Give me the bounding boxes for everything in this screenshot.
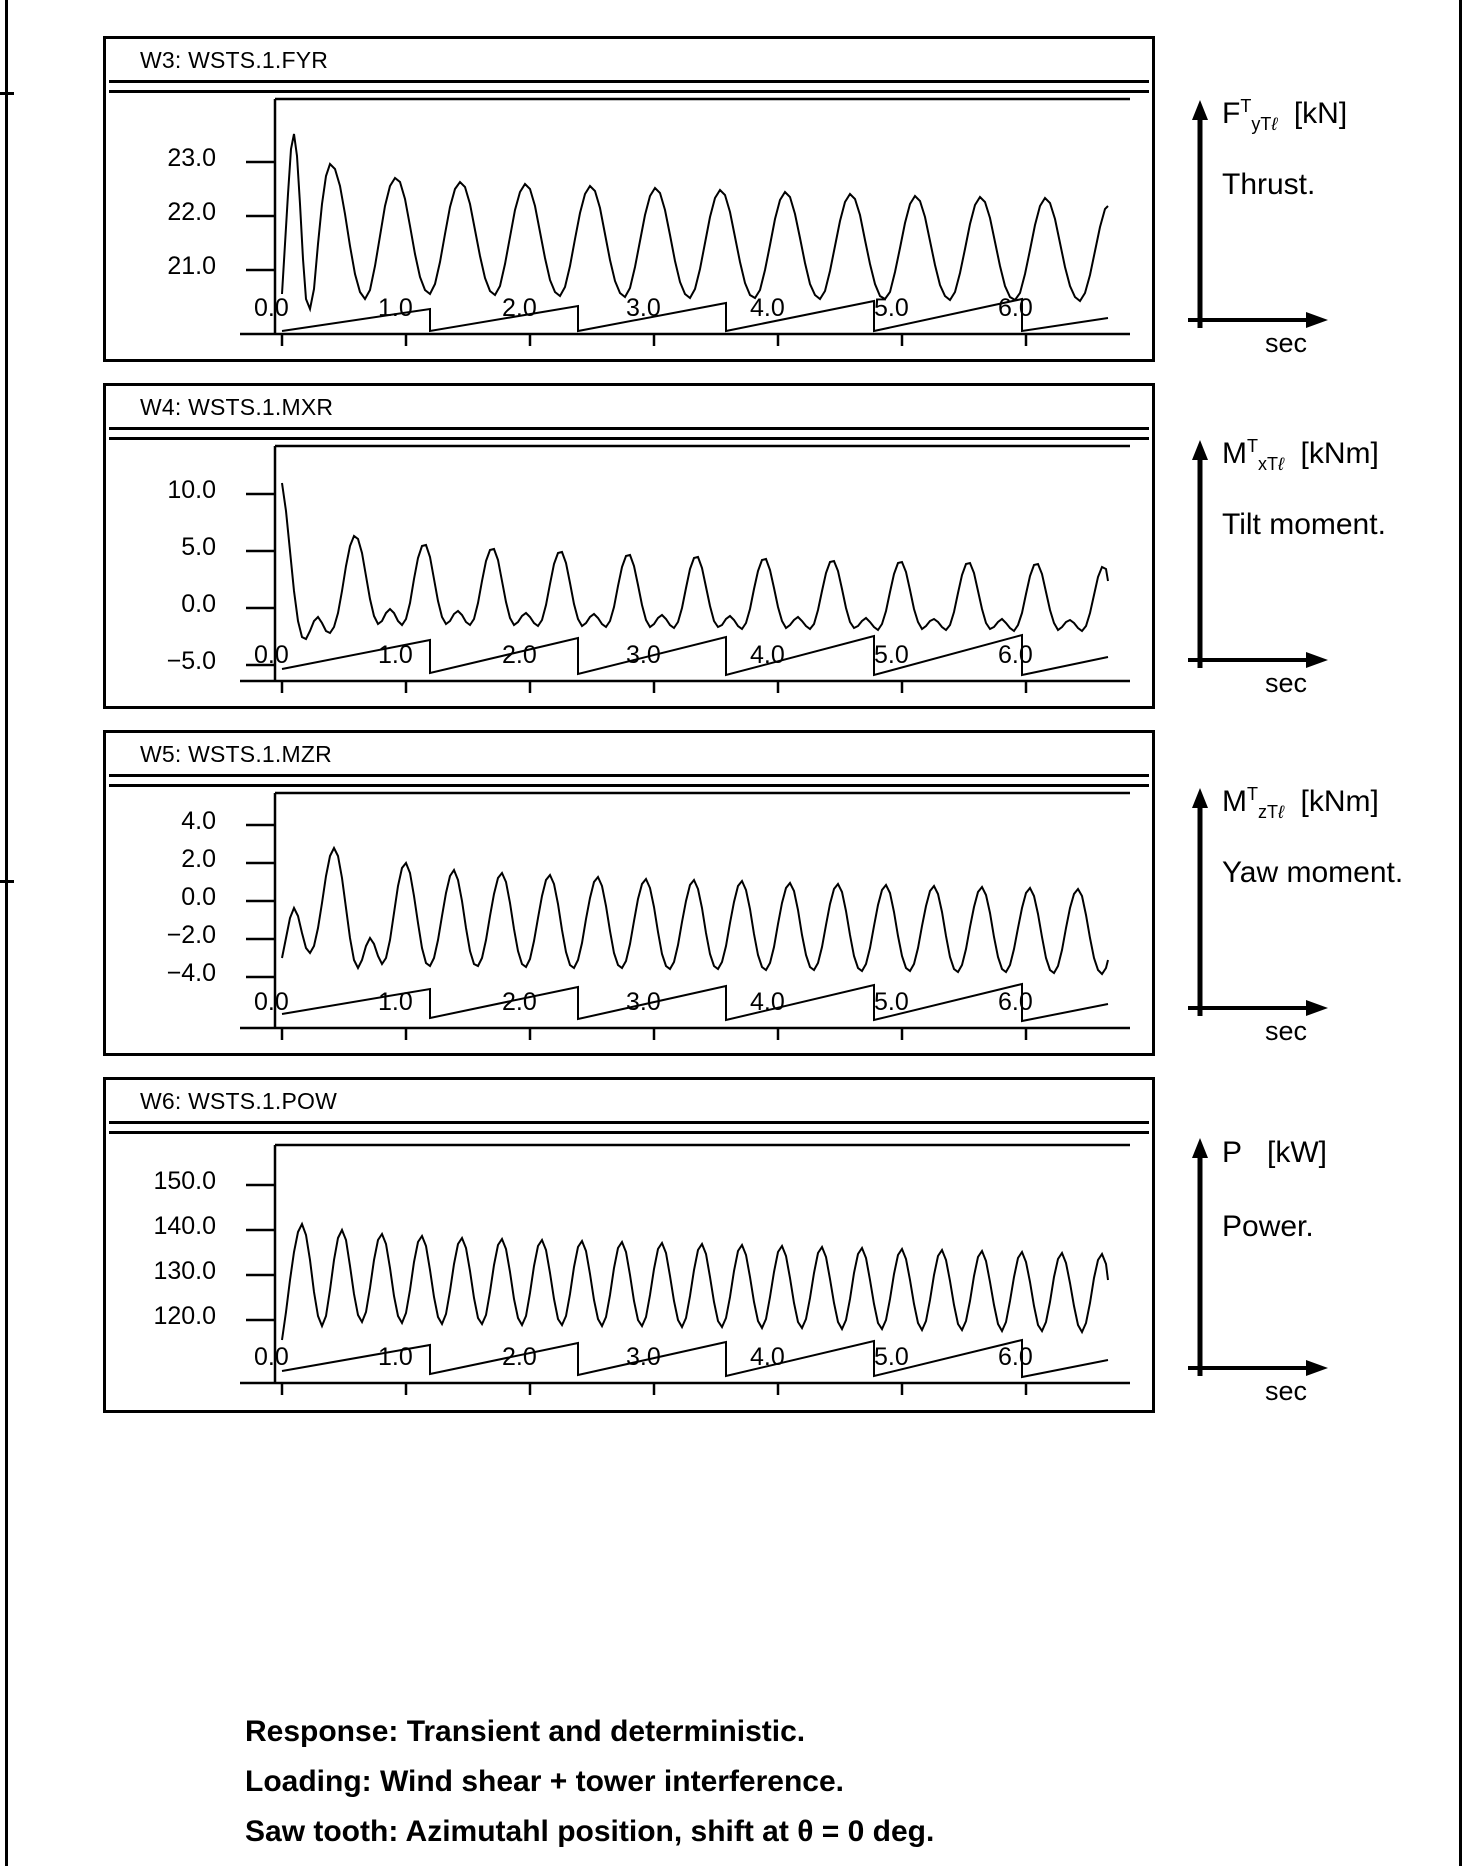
panel-w4-xtick-6: 6.0 <box>998 641 1033 669</box>
panel-w4-description: Tilt moment. <box>1222 508 1386 541</box>
panel-w4-unit-label: $M^T_{xT\ell}$ [kNm] <box>1222 436 1379 474</box>
panel-w4-title: W4: WSTS.1.MXR <box>140 394 334 420</box>
panel-w4-xaxis-unit: sec <box>1265 668 1308 698</box>
panel-w6-ytick-0: 120.0 <box>153 1302 216 1330</box>
panel-w3-unit-label: $F^T_{yT\ell}$ [kN] <box>1222 96 1348 134</box>
panel-w3-xtick-2: 2.0 <box>502 294 537 322</box>
panel-w3-xaxis-unit: sec <box>1265 328 1308 358</box>
panel-w5-divider <box>109 774 1149 777</box>
panel-w3-xtick-3: 3.0 <box>626 294 661 322</box>
panel-w6-xaxis-unit: sec <box>1265 1376 1308 1406</box>
panel-w6-divider-2 <box>109 1131 1149 1134</box>
panel-w6 <box>103 1077 1155 1413</box>
panel-w4-xtick-5: 5.0 <box>874 641 909 669</box>
panel-w4-xtick-3: 3.0 <box>626 641 661 669</box>
panel-w6-xtick-1: 1.0 <box>378 1343 413 1371</box>
panel-w6-unit-label: P [kW] <box>1222 1136 1327 1169</box>
panel-w6-ytick-3: 150.0 <box>153 1167 216 1195</box>
panel-w6-xtick-3: 3.0 <box>626 1343 661 1371</box>
caption-line-1: Response: Transient and deterministic. <box>245 1715 806 1748</box>
panel-w3-xtick-6: 6.0 <box>998 294 1033 322</box>
panel-w6-ytick-1: 130.0 <box>153 1257 216 1285</box>
panel-w5-unit-label: $M^T_{zT\ell}$ [kNm] <box>1222 784 1379 822</box>
panel-w4-ytick-1: 0.0 <box>181 590 216 618</box>
panel-w5-xtick-2: 2.0 <box>502 988 537 1016</box>
panel-w5-ytick-4: 4.0 <box>181 807 216 835</box>
panel-w4-ytick-3: 10.0 <box>167 476 216 504</box>
panel-w3-divider-2 <box>109 90 1149 93</box>
panel-w5-xtick-6: 6.0 <box>998 988 1033 1016</box>
panel-w4-xtick-2: 2.0 <box>502 641 537 669</box>
panel-w6-description: Power. <box>1222 1210 1314 1243</box>
panel-w3-divider <box>109 80 1149 83</box>
panel-w6-ytick-2: 140.0 <box>153 1212 216 1240</box>
panel-w5-xtick-0: 0.0 <box>254 988 289 1016</box>
panel-w6-xtick-6: 6.0 <box>998 1343 1033 1371</box>
panel-w5-ytick-2: 0.0 <box>181 883 216 911</box>
panel-w5-xaxis-unit: sec <box>1265 1016 1308 1046</box>
panel-w5 <box>103 730 1155 1056</box>
caption-line-2: Loading: Wind shear + tower interference. <box>245 1765 845 1798</box>
panel-w3-xtick-4: 4.0 <box>750 294 785 322</box>
page-border-right <box>1459 0 1462 1866</box>
panel-w6-xtick-5: 5.0 <box>874 1343 909 1371</box>
panel-w3-ytick-1: 22.0 <box>167 198 216 226</box>
panel-w4-xtick-1: 1.0 <box>378 641 413 669</box>
panel-w5-xtick-1: 1.0 <box>378 988 413 1016</box>
panel-w4 <box>103 383 1155 709</box>
panel-w3-xtick-0: 0.0 <box>254 294 289 322</box>
panel-w3-xtick-1: 1.0 <box>378 294 413 322</box>
panel-w5-description: Yaw moment. <box>1222 856 1404 889</box>
panel-w4-divider-2 <box>109 437 1149 440</box>
panel-w6-xtick-2: 2.0 <box>502 1343 537 1371</box>
panel-w5-xtick-4: 4.0 <box>750 988 785 1016</box>
panel-w6-xtick-4: 4.0 <box>750 1343 785 1371</box>
panel-w5-divider-2 <box>109 784 1149 787</box>
page-border-left <box>5 0 8 1866</box>
caption-line-3: Saw tooth: Azimutahl position, shift at θ = 0 deg. <box>245 1815 935 1848</box>
panel-w5-xtick-5: 5.0 <box>874 988 909 1016</box>
panel-w6-divider <box>109 1121 1149 1124</box>
panel-w5-ytick-1: −2.0 <box>166 921 216 949</box>
panel-w3 <box>103 36 1155 362</box>
panel-w3-description: Thrust. <box>1222 168 1316 201</box>
panel-w4-divider <box>109 427 1149 430</box>
panel-w6-title: W6: WSTS.1.POW <box>140 1088 338 1114</box>
panel-w4-ytick-2: 5.0 <box>181 533 216 561</box>
panel-w6-xtick-0: 0.0 <box>254 1343 289 1371</box>
page-margin-tick-top <box>0 92 14 95</box>
panel-w5-title: W5: WSTS.1.MZR <box>140 741 332 767</box>
panel-w3-ytick-2: 23.0 <box>167 144 216 172</box>
page-margin-tick-bottom <box>0 880 14 883</box>
panel-w3-ytick-0: 21.0 <box>167 252 216 280</box>
panel-w4-ytick-0: −5.0 <box>166 647 216 675</box>
panel-w4-xtick-0: 0.0 <box>254 641 289 669</box>
panel-w5-xtick-3: 3.0 <box>626 988 661 1016</box>
panel-w5-ytick-3: 2.0 <box>181 845 216 873</box>
panel-w3-title: W3: WSTS.1.FYR <box>140 47 329 73</box>
panel-w5-ytick-0: −4.0 <box>166 959 216 987</box>
panel-w4-xtick-4: 4.0 <box>750 641 785 669</box>
panel-w3-xtick-5: 5.0 <box>874 294 909 322</box>
